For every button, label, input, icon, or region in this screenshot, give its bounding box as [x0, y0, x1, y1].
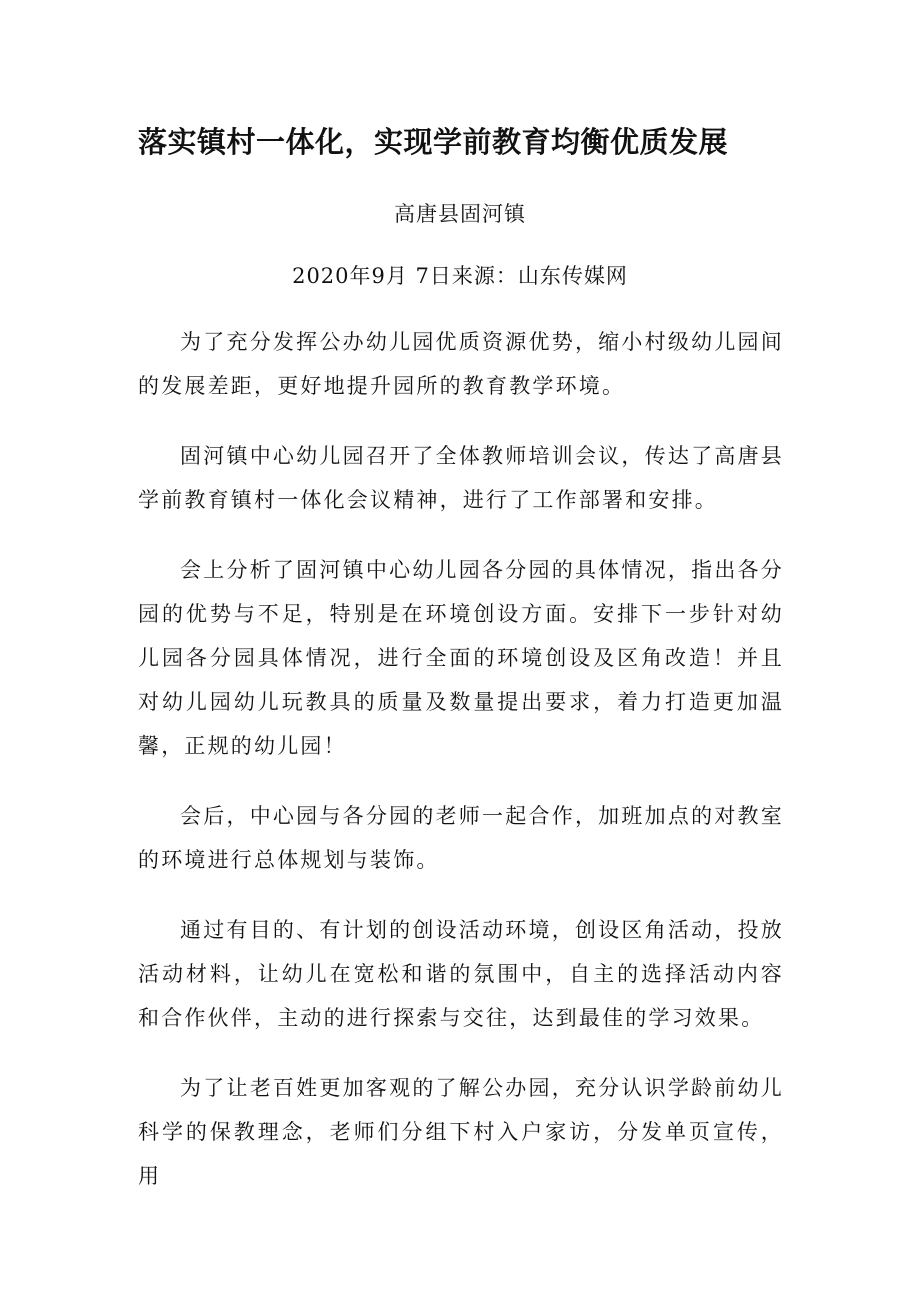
paragraph: 会上分析了固河镇中心幼儿园各分园的具体情况，指出各分园的优势与不足，特别是在环境创设方面。安排下一步针对幼儿园各分园具体情况，进行全面的环境创设及区角改造！并且对幼儿园幼儿玩教具的质量及数量提出要求，着力打造更加温馨，正规的幼儿园！	[138, 558, 784, 758]
paragraph: 为了让老百姓更加客观的了解公办园，充分认识学龄前幼儿科学的保教理念，老师们分组下村入户家访，分发单页宣传，用	[138, 1076, 784, 1188]
paragraph: 固河镇中心幼儿园召开了全体教师培训会议，传达了高唐县学前教育镇村一体化会议精神，进行了工作部署和安排。	[138, 444, 784, 512]
paragraph: 通过有目的、有计划的创设活动环境，创设区角活动，投放活动材料，让幼儿在宽松和谐的氛围中，自主的选择活动内容和合作伙伴，主动的进行探索与交往，达到最佳的学习效果。	[138, 918, 784, 1030]
date-source-line: 2020年9月 7日来源：山东传媒网	[292, 264, 628, 288]
paragraph: 会后，中心园与各分园的老师一起合作，加班加点的对教室的环境进行总体规划与装饰。	[138, 804, 784, 872]
document-title: 落实镇村一体化，实现学前教育均衡优质发展	[138, 125, 729, 159]
author-line: 高唐县固河镇	[394, 202, 526, 226]
paragraph: 为了充分发挥公办幼儿园优质资源优势，缩小村级幼儿园间的发展差距，更好地提升园所的教育教学环境。	[138, 330, 784, 398]
article-body	[138, 320, 784, 1224]
